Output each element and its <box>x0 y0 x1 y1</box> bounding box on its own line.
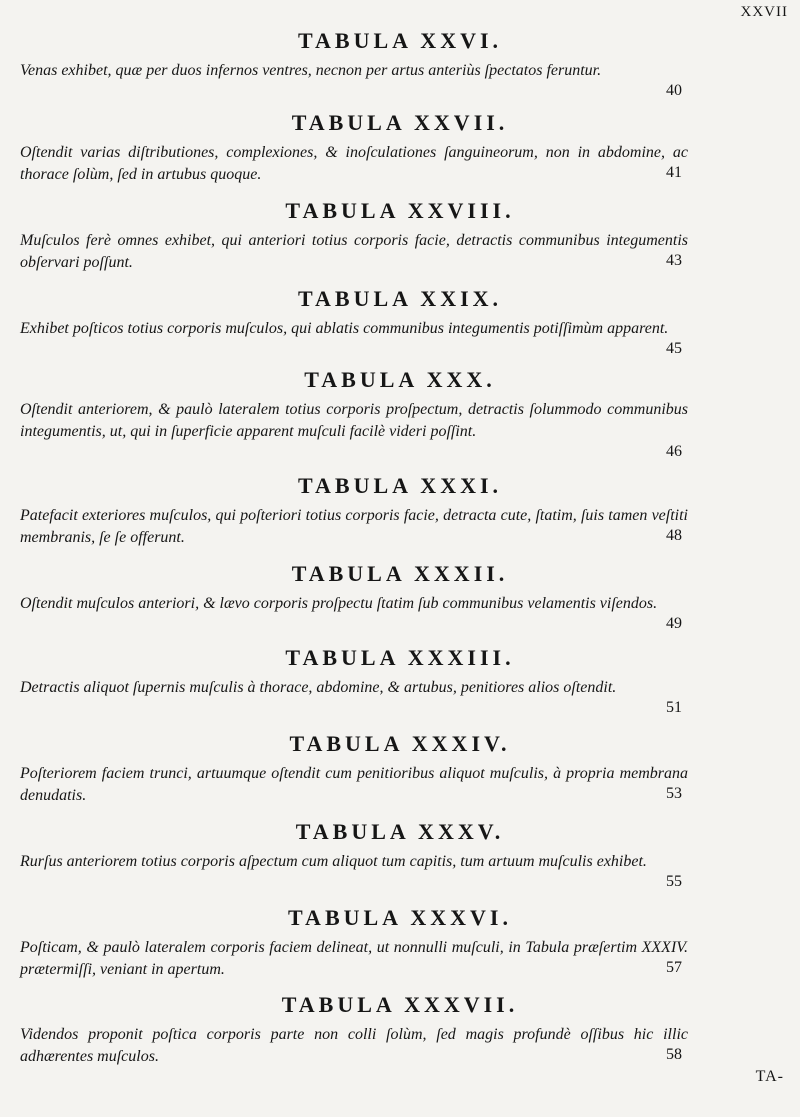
plate-heading: TABULA XXVI. <box>297 28 503 53</box>
plate-page-ref: 51 <box>666 699 682 716</box>
plate-description: Poſticam, & paulò lateralem corporis faciem delineat, ut nonnulli muſculi, in Tabula præſertim XXXIV. prætermiſſi, veniant in apertum. <box>20 939 688 978</box>
plate-entry <box>0 26 800 99</box>
plate-entry <box>0 817 800 890</box>
plate-entry <box>0 108 800 186</box>
plate-page-ref: 46 <box>666 443 682 460</box>
plate-page-ref: 41 <box>666 164 682 181</box>
plate-heading: TABULA XXXIII. <box>285 645 515 670</box>
plate-entry <box>0 643 800 716</box>
plate-page-ref: 55 <box>666 873 682 890</box>
plate-entry <box>0 729 800 807</box>
plate-description: Muſculos ferè omnes exhibet, qui anteriori totius corporis facie, detractis communibus integumentis obſervari poſſunt. <box>20 232 688 271</box>
plate-page-ref: 49 <box>666 615 682 632</box>
plate-description: Exhibet poſticos totius corporis muſculos, qui ablatis communibus integumentis potiſſimùm apparent. <box>20 320 669 337</box>
plate-description: Rurſus anteriorem totius corporis aſpectum cum aliquot tum capitis, tum artuum muſculis exhibet. <box>20 853 647 870</box>
plate-heading: TABULA XXXIV. <box>289 731 511 756</box>
plate-entry <box>0 196 800 274</box>
plate-page-ref: 57 <box>666 959 682 976</box>
plate-entry <box>0 903 800 981</box>
plate-page-ref: 40 <box>666 82 682 99</box>
plate-heading: TABULA XXXVII. <box>281 992 519 1017</box>
plate-description: Venas exhibet, quæ per duos infernos ventres, necnon per artus anteriùs ſpectatos feruntur. <box>20 62 602 79</box>
plate-description: Poſteriorem faciem trunci, artuumque oſtendit cum penitioribus aliquot muſculis, à propria membrana denudatis. <box>20 765 688 804</box>
plate-description: Detractis aliquot ſupernis muſculis à thorace, abdomine, & artubus, penitiores alios oſtendit. <box>20 679 617 696</box>
plate-heading: TABULA XXVII. <box>291 110 509 135</box>
plate-heading: TABULA XXXII. <box>291 561 509 586</box>
plate-page-ref: 43 <box>666 252 682 269</box>
plate-entry <box>0 365 800 460</box>
plate-heading: TABULA XXXI. <box>297 473 503 498</box>
plate-description: Videndos proponit poſtica corporis parte non colli ſolùm, ſed magis profundè oſſibus hic illic adhærentes muſculos. <box>20 1026 688 1065</box>
plate-description: Oſtendit muſculos anteriori, & lævo corporis proſpectu ſtatim ſub communibus velamentis viſendos. <box>20 595 658 612</box>
plate-description: Oſtendit varias diſtributiones, complexiones, & inoſculationes ſanguineorum, non in abdomine, ac thorace ſolùm, ſed in artubus quoque. <box>20 144 688 183</box>
plate-heading: TABULA XXXV. <box>295 819 505 844</box>
plate-page-ref: 48 <box>666 527 682 544</box>
plate-heading: TABULA XXX. <box>304 367 496 392</box>
plate-heading: TABULA XXVIII. <box>285 198 515 223</box>
plate-entry <box>0 284 800 357</box>
plate-heading: TABULA XXXVI. <box>288 905 512 930</box>
plate-entry <box>0 471 800 549</box>
page-number: XXVII <box>740 4 788 20</box>
plate-description: Patefacit exteriores muſculos, qui poſteriori totius corporis facie, detracta cute, ſtatim, ſuis tamen veſtiti membranis, ſe ſe offerunt. <box>20 507 688 546</box>
plate-page-ref: 45 <box>666 340 682 357</box>
plate-entry <box>0 559 800 632</box>
plate-heading: TABULA XXIX. <box>297 286 503 311</box>
plate-description: Oſtendit anteriorem, & paulò lateralem totius corporis proſpectum, detractis ſolummodo communibus integumentis, ut, qui in ſuperficie apparent muſculi facilè videri poſſint. <box>20 401 688 440</box>
plate-page-ref: 58 <box>666 1046 682 1063</box>
catchword: TA- <box>755 1068 784 1085</box>
plate-entry <box>0 990 800 1068</box>
plate-page-ref: 53 <box>666 785 682 802</box>
